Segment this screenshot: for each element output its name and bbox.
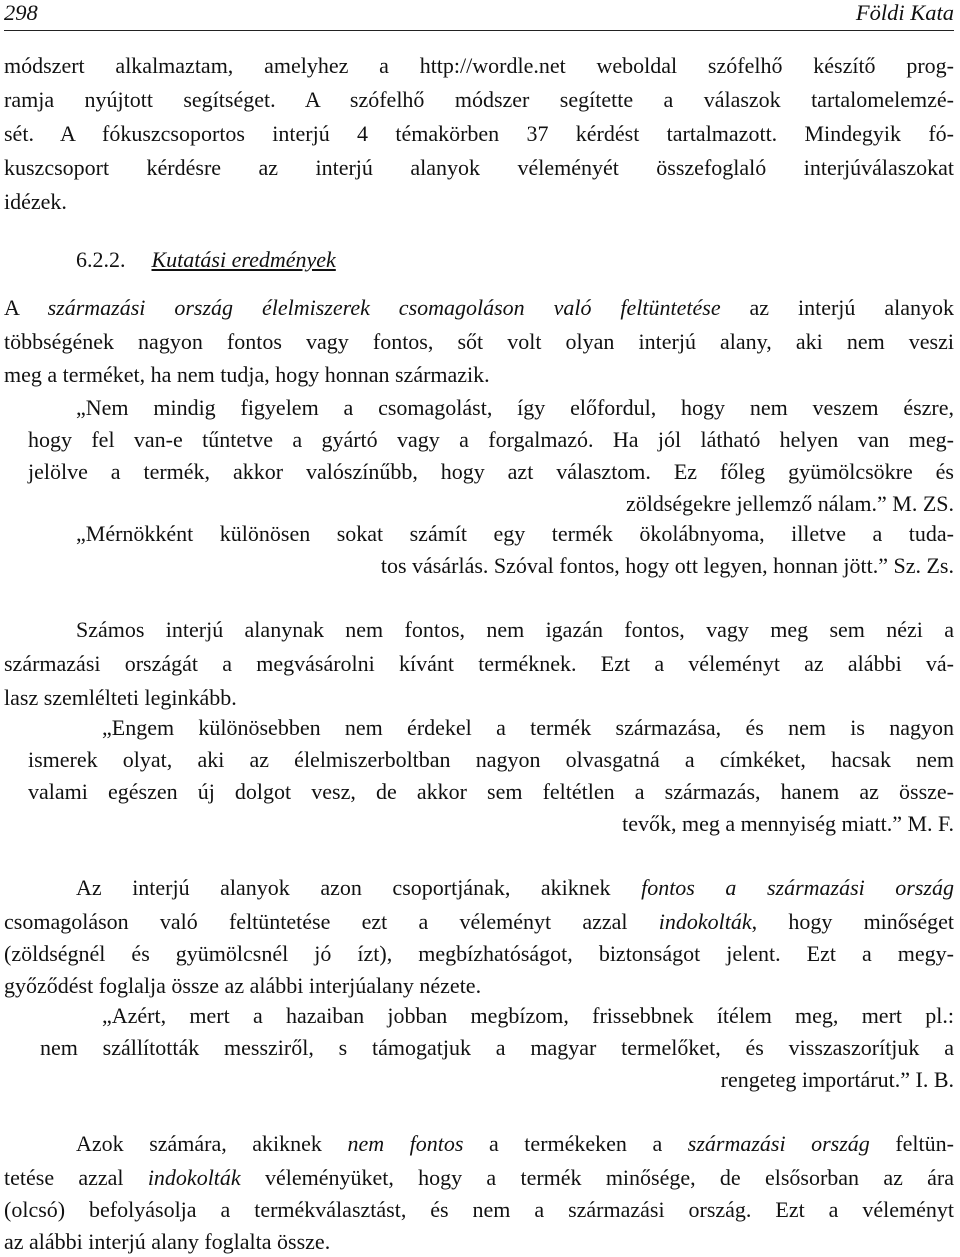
section-heading <box>76 246 576 274</box>
quote-line: ismerek olyat, aki az élelmiszerboltban nagyon olvasgatná a címkéket, hacsak nem <box>28 747 954 772</box>
quote-line: jelölve a termék, akkor valószínűbb, hogy azt választom. Ez főleg gyümölcsökre és <box>28 459 954 484</box>
body-line: idézek. <box>4 189 67 214</box>
running-header <box>4 0 954 31</box>
page-number: 298 <box>4 0 38 25</box>
body-line: meg a terméket, ha nem tudja, hogy honnan származik. <box>4 362 490 387</box>
section-title: Kutatási eredmények <box>151 247 336 272</box>
body-line: győződést foglalja össze az alábbi interjúalany nézete. <box>4 973 482 998</box>
body-line: (olcsó) befolyásolja a termékválasztást, és nem a származási ország. Ezt a véleményt <box>4 1197 954 1222</box>
quote-line: nem szállították messziről, s támogatjuk a magyar termelőket, és visszaszorítjuk a <box>40 1035 954 1060</box>
quote-line: tevők, meg a mennyiség miatt.” M. F. <box>622 811 954 836</box>
body-line: Azok számára, akiknek nem fontos a termékeken a származási ország feltün- <box>76 1131 954 1156</box>
quote-line: valami egészen új dolgot vesz, de akkor sem feltétlen a származás, hanem az össze- <box>28 779 954 804</box>
body-line: többségének nagyon fontos vagy fontos, sőt volt olyan interjú alany, aki nem veszi <box>4 329 954 354</box>
quote-line: „Nem mindig figyelem a csomagolást, így előfordul, hogy nem veszem észre, <box>76 395 954 420</box>
quote-line: „Mérnökként különösen sokat számít egy termék ökolábnyoma, illetve a tuda- <box>76 521 954 546</box>
quote-line: „Azért, mert a hazaiban jobban megbízom, frissebbnek ítélem meg, mert pl.: <box>102 1003 954 1028</box>
body-line: kuszcsoport kérdésre az interjú alanyok véleményét összefoglaló interjúválaszokat <box>4 155 954 180</box>
body-line: csomagoláson való feltüntetése ezt a véleményt azzal indokolták, hogy minőséget <box>4 909 954 934</box>
quote-line: rengeteg importárut.” I. B. <box>720 1067 954 1092</box>
body-line: módszert alkalmaztam, amelyhez a http://wordle.net weboldal szófelhő készítő prog- <box>4 53 954 78</box>
body-line: származási országát a megvásárolni kívánt terméknek. Ezt a véleményt az alábbi vá- <box>4 651 954 676</box>
body-line: A származási ország élelmiszerek csomagoláson való feltüntetése az interjú alanyok <box>4 295 954 320</box>
quote-line: „Engem különösebben nem érdekel a termék származása, és nem is nagyon <box>102 715 954 740</box>
body-line: Az interjú alanyok azon csoportjának, akiknek fontos a származási ország <box>76 875 954 900</box>
body-line: lasz szemlélteti leginkább. <box>4 685 237 710</box>
body-line: Számos interjú alanynak nem fontos, nem igazán fontos, vagy meg sem nézi a <box>76 617 954 642</box>
body-line: (zöldségnél és gyümölcsnél jó ízt), megbízhatóságot, biztonságot jelent. Ezt a megy- <box>4 941 954 966</box>
body-line: az alábbi interjú alany foglalta össze. <box>4 1229 331 1254</box>
body-line: sét. A fókuszcsoportos interjú 4 témakörben 37 kérdést tartalmazott. Mindegyik fó- <box>4 121 954 146</box>
quote-line: zöldségekre jellemző nálam.” M. ZS. <box>625 491 954 516</box>
quote-line: hogy fel van-e tűntetve a gyártó vagy a forgalmazó. Ha jól látható helyen van meg- <box>28 427 954 452</box>
body-line: tetése azzal indokolták véleményüket, hogy a termék minősége, de elsősorban az ára <box>4 1165 954 1190</box>
author-name: Földi Kata <box>855 0 954 25</box>
body-line: ramja nyújtott segítséget. A szófelhő módszer segítette a válaszok tartalomelemzé- <box>4 87 954 112</box>
quote-line: tos vásárlás. Szóval fontos, hogy ott legyen, honnan jött.” Sz. Zs. <box>380 553 954 578</box>
section-number: 6.2.2. <box>76 247 126 272</box>
